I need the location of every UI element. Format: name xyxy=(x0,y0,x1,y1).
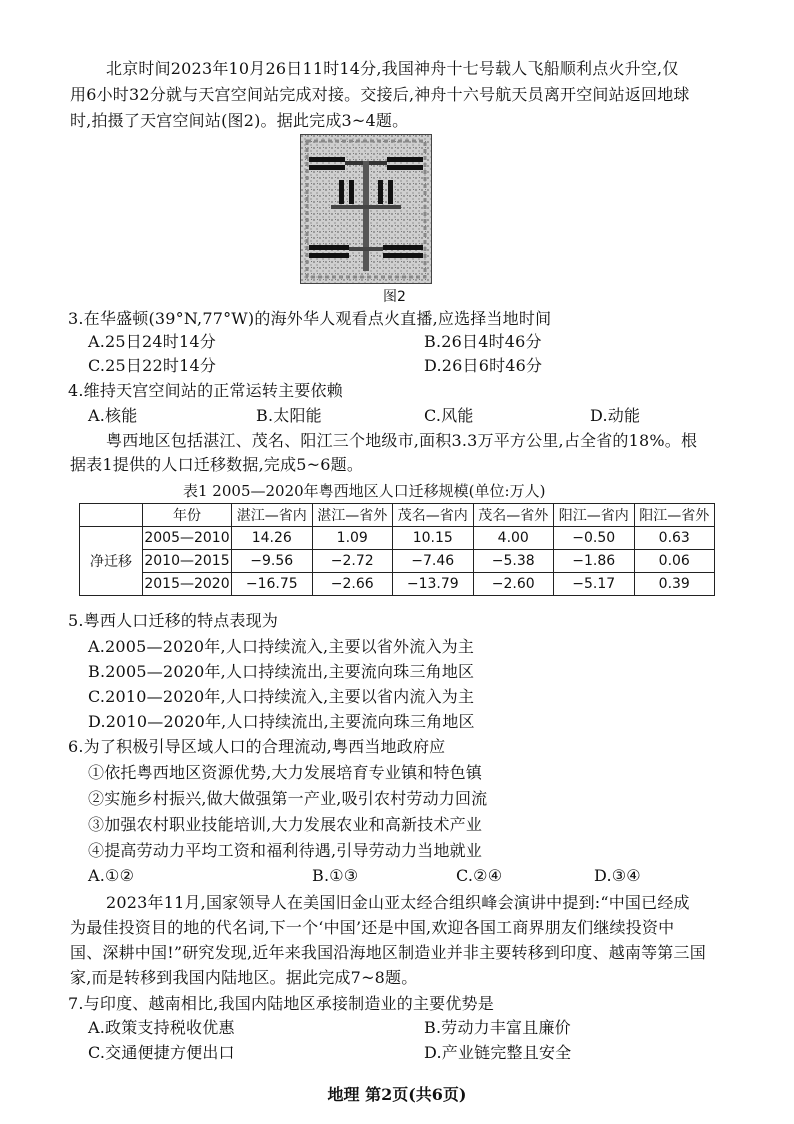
q5-option-c: C.2010—2020年,人口持续流入,主要以省内流入为主 xyxy=(88,687,475,706)
table-cell: −2.60 xyxy=(473,573,554,596)
table-row xyxy=(80,550,715,573)
table-cell: 2010—2015 xyxy=(143,550,232,573)
table-cell: 0.06 xyxy=(634,550,715,573)
q6-stem: 6.为了积极引导区域人口的合理流动,粤西当地政府应 xyxy=(68,737,446,756)
passage3-line3: 国、深耕中国!”研究发现,近年来我国沿海地区制造业并非主要转移到印度、越南等第三国 xyxy=(70,943,706,962)
table-cell: 2015—2020 xyxy=(143,573,232,596)
passage2-line1: 粤西地区包括湛江、茂名、阳江三个地级市,面积3.3万平方公里,占全省的18%。根 xyxy=(106,431,698,450)
q4-option-d: D.动能 xyxy=(590,406,641,425)
table-header-cell: 茂名—省内 xyxy=(393,504,474,527)
table-header-cell: 湛江—省内 xyxy=(232,504,313,527)
q7-option-d: D.产业链完整且安全 xyxy=(424,1043,572,1062)
table-cell: −0.50 xyxy=(554,527,635,550)
space-station-image xyxy=(301,135,431,283)
table-row-header: 净迁移 xyxy=(80,527,143,596)
table-cell: 14.26 xyxy=(232,527,313,550)
table-header-cell: 阳江—省外 xyxy=(634,504,715,527)
q3-option-a: A.25日24时14分 xyxy=(88,332,216,351)
migration-table xyxy=(79,503,715,596)
passage1-line2: 用6小时32分就与天宫空间站完成对接。交接后,神舟十六号航天员离开空间站返回地球 xyxy=(70,85,690,104)
table-header-cell: 年份 xyxy=(143,504,232,527)
q6-statement-2: ②实施乡村振兴,做大做强第一产业,吸引农村劳动力回流 xyxy=(88,789,488,808)
q3-option-c: C.25日22时14分 xyxy=(88,356,217,375)
table-cell: 4.00 xyxy=(473,527,554,550)
q4-stem: 4.维持天宫空间站的正常运转主要依赖 xyxy=(68,381,343,400)
q4-option-b: B.太阳能 xyxy=(256,406,322,425)
table-cell: 1.09 xyxy=(312,527,393,550)
table-cell: −1.86 xyxy=(554,550,635,573)
q6-option-c: C.②④ xyxy=(456,866,503,885)
q5-option-b: B.2005—2020年,人口持续流出,主要流向珠三角地区 xyxy=(88,662,475,681)
passage1-line1: 北京时间2023年10月26日11时14分,我国神舟十七号载人飞船顺利点火升空,仅 xyxy=(106,59,679,78)
q6-statement-3: ③加强农村职业技能培训,大力发展农业和高新技术产业 xyxy=(88,815,483,834)
q5-option-d: D.2010—2020年,人口持续流出,主要流向珠三角地区 xyxy=(88,712,475,731)
q6-statement-1: ①依托粤西地区资源优势,大力发展培育专业镇和特色镇 xyxy=(88,763,483,782)
q6-option-a: A.①② xyxy=(88,866,135,885)
q7-option-a: A.政策支持税收优惠 xyxy=(88,1018,235,1037)
q4-option-c: C.风能 xyxy=(424,406,474,425)
table-row xyxy=(80,573,715,596)
table-cell: −9.56 xyxy=(232,550,313,573)
q7-stem: 7.与印度、越南相比,我国内陆地区承接制造业的主要优势是 xyxy=(68,994,494,1013)
table-header-cell: 阳江—省内 xyxy=(554,504,635,527)
q7-option-c: C.交通便捷方便出口 xyxy=(88,1043,235,1062)
table-title: 表1 2005—2020年粤西地区人口迁移规模(单位:万人) xyxy=(183,482,546,500)
q3-option-d: D.26日6时46分 xyxy=(424,356,543,375)
q3-stem: 3.在华盛顿(39°N,77°W)的海外华人观看点火直播,应选择当地时间 xyxy=(68,309,552,328)
table-header-cell: 湛江—省外 xyxy=(312,504,393,527)
table-header-cell: 茂名—省外 xyxy=(473,504,554,527)
table-cell: −2.72 xyxy=(312,550,393,573)
passage2-line2: 据表1提供的人口迁移数据,完成5~6题。 xyxy=(70,455,364,474)
q3-option-b: B.26日4时46分 xyxy=(424,332,542,351)
table-cell: −13.79 xyxy=(393,573,474,596)
table-cell: 2005—2010 xyxy=(143,527,232,550)
table-cell: −2.66 xyxy=(312,573,393,596)
q5-option-a: A.2005—2020年,人口持续流入,主要以省外流入为主 xyxy=(88,637,475,656)
table-cell: −7.46 xyxy=(393,550,474,573)
table-cell: 0.63 xyxy=(634,527,715,550)
table-cell: −5.17 xyxy=(554,573,635,596)
q6-statement-4: ④提高劳动力平均工资和福利待遇,引导劳动力当地就业 xyxy=(88,841,483,860)
figure-caption: 图2 xyxy=(383,289,406,305)
table-cell: −16.75 xyxy=(232,573,313,596)
passage1-line3: 时,拍摄了天宫空间站(图2)。据此完成3~4题。 xyxy=(70,111,409,130)
passage3-line1: 2023年11月,国家领导人在美国旧金山亚太经合组织峰会演讲中提到:“中国已经成 xyxy=(106,893,690,912)
table-row xyxy=(80,527,715,550)
q4-option-a: A.核能 xyxy=(88,406,138,425)
space-station-photo xyxy=(300,134,432,284)
passage3-line2: 为最佳投资目的地的代名词,下一个‘中国’还是中国,欢迎各国工商界朋友们继续投资中 xyxy=(70,918,675,937)
table-cell: −5.38 xyxy=(473,550,554,573)
q5-stem: 5.粤西人口迁移的特点表现为 xyxy=(68,611,279,630)
page-footer: 地理 第2页(共6页) xyxy=(327,1085,467,1104)
passage3-line4: 家,而是转移到我国内陆地区。据此完成7~8题。 xyxy=(70,968,418,987)
table-cell: 0.39 xyxy=(634,573,715,596)
table-header-row xyxy=(80,504,715,527)
q6-option-b: B.①③ xyxy=(312,866,359,885)
q6-option-d: D.③④ xyxy=(594,866,641,885)
q7-option-b: B.劳动力丰富且廉价 xyxy=(424,1018,571,1037)
table-corner-cell xyxy=(80,504,143,527)
table-cell: 10.15 xyxy=(393,527,474,550)
